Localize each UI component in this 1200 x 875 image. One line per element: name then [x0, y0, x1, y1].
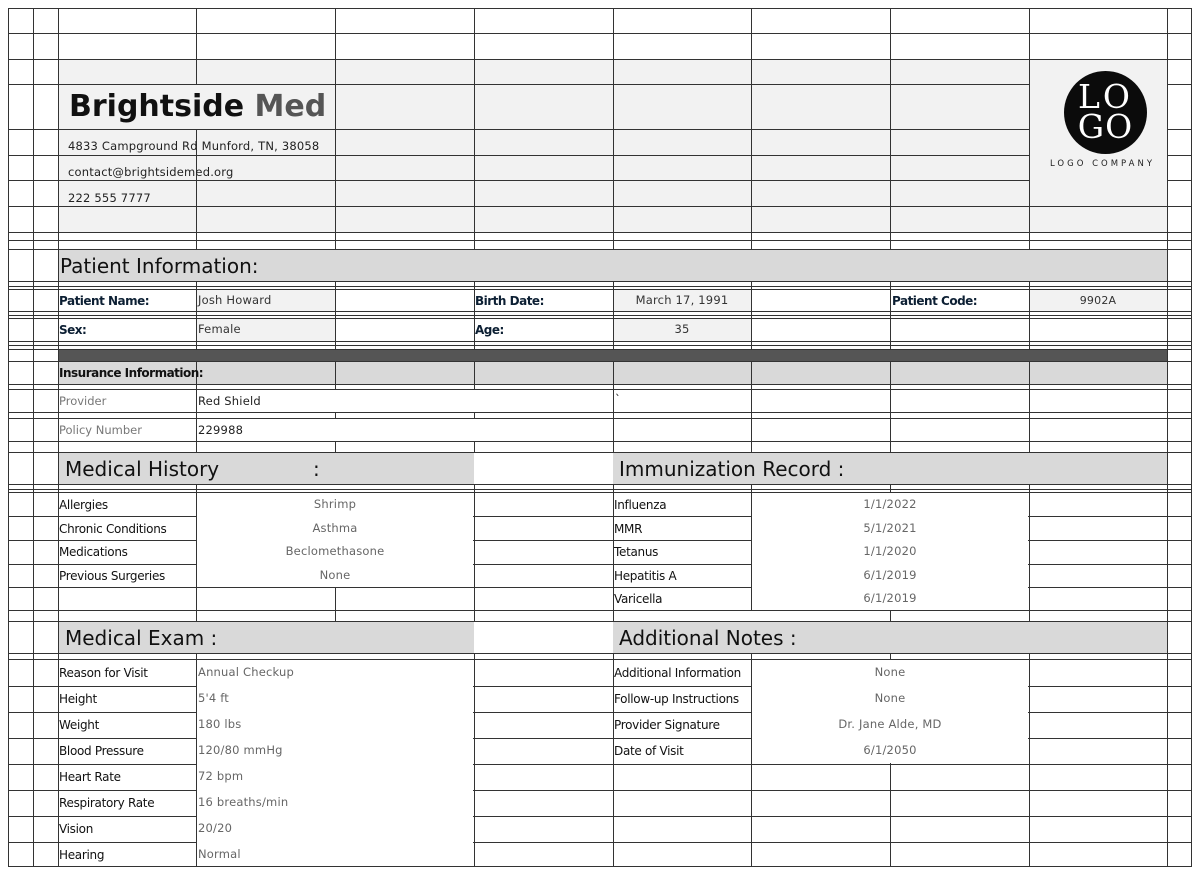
grid-hline	[8, 286, 1192, 287]
grid-vline	[335, 587, 336, 622]
grid-hline	[8, 384, 1192, 385]
row-value: 5/1/2021	[863, 520, 917, 535]
grid-hline	[8, 232, 1192, 233]
grid-vline	[751, 281, 752, 453]
grid-hline	[8, 341, 1192, 342]
grid-hline	[8, 842, 1192, 843]
brand-accent: Med	[254, 89, 327, 124]
row-label: Medications	[59, 545, 128, 559]
clinic-phone: 222 555 7777	[68, 191, 151, 205]
row-label: Blood Pressure	[59, 744, 144, 758]
birth-date-value: March 17, 1991	[635, 293, 729, 307]
grid-hline	[8, 790, 1192, 791]
grid-hline	[8, 441, 1192, 442]
patient-code-label: Patient Code:	[892, 294, 978, 308]
clinic-email: contact@brightsidemed.org	[68, 165, 234, 179]
patient-name-label: Patient Name:	[59, 294, 150, 308]
provider-label: Provider	[59, 394, 107, 408]
brand-main: Brightside	[69, 89, 245, 124]
grid-hline	[8, 281, 1192, 282]
policy-number-label: Policy Number	[59, 423, 142, 437]
row-value: 20/20	[198, 821, 233, 835]
grid-vline	[751, 8, 752, 250]
policy-number-value: 229988	[198, 423, 244, 437]
row-label: Weight	[59, 718, 100, 732]
row-value: Asthma	[312, 520, 358, 535]
grid-vline	[1029, 281, 1030, 453]
grid-hline	[8, 345, 1192, 346]
patient-code-value: 9902A	[1079, 294, 1117, 307]
logo-line-1: LO	[1078, 77, 1133, 116]
grid-vline	[474, 8, 475, 250]
row-label: Heart Rate	[59, 770, 121, 784]
row-label: Respiratory Rate	[59, 796, 155, 810]
grid-hline	[8, 180, 1192, 181]
row-value: 1/1/2020	[863, 544, 917, 558]
grid-vline	[1029, 484, 1030, 622]
row-label: Vision	[59, 822, 94, 836]
row-label: MMR	[614, 521, 643, 536]
row-label: Influenza	[614, 498, 667, 512]
grid-hline	[8, 484, 1192, 485]
row-value: 6/1/2019	[863, 591, 917, 605]
row-value: 1/1/2022	[863, 497, 917, 511]
grid-hline	[8, 240, 1192, 241]
grid-vline	[613, 653, 614, 867]
merged-cell	[197, 419, 613, 441]
grid-vline	[335, 8, 336, 250]
row-label: Date of Visit	[614, 744, 684, 758]
grid-hline	[8, 816, 1192, 817]
row-value: 72 bpm	[198, 769, 244, 783]
row-value: Beclomethasone	[285, 544, 385, 558]
grid-hline	[8, 59, 1192, 60]
row-value: 120/80 mmHg	[198, 743, 283, 757]
row-label: Allergies	[59, 498, 108, 512]
brand-name	[69, 89, 327, 124]
row-label: Varicella	[614, 592, 663, 606]
medical-exam-title: Medical Exam :	[65, 626, 218, 650]
grid-hline	[8, 311, 1192, 312]
grid-hline	[8, 610, 1192, 611]
grid-vline	[613, 281, 614, 453]
grid-hline	[8, 289, 1192, 290]
grid-hline	[8, 412, 1192, 413]
grid-hline	[8, 361, 1192, 362]
grid-hline	[8, 489, 1192, 490]
grid-vline	[474, 484, 475, 622]
row-label: Reason for Visit	[59, 666, 148, 680]
additional-notes-title: Additional Notes :	[619, 626, 797, 650]
grid-hline	[8, 33, 1192, 34]
grid-vline	[1029, 653, 1030, 867]
grid-hline	[8, 653, 1192, 654]
age-label: Age:	[475, 323, 504, 337]
grid-hline	[8, 764, 1192, 765]
birth-date-label: Birth Date:	[475, 294, 544, 308]
sex-value: Female	[198, 322, 241, 336]
grid-hline	[8, 866, 1192, 867]
grid-hline	[8, 8, 1192, 9]
logo-line-2: GO	[1077, 107, 1134, 146]
age-value: 35	[674, 322, 690, 336]
grid-hline	[8, 129, 1192, 130]
grid-hline	[8, 318, 1192, 319]
patient-info-title: Patient Information:	[60, 254, 259, 278]
grid-hline	[8, 315, 1192, 316]
row-value: 6/1/2050	[863, 743, 917, 757]
logo-company-name: LOGO COMPANY	[1050, 159, 1156, 169]
row-value: None	[874, 665, 906, 679]
row-label: Tetanus	[614, 545, 659, 559]
grid-hline	[8, 155, 1192, 156]
row-value: 16 breaths/min	[198, 795, 289, 809]
row-label: Provider Signature	[614, 718, 720, 732]
medical-history-title: Medical History	[65, 457, 220, 481]
patient-name-value: Josh Howard	[198, 293, 272, 307]
row-value: 5'4 ft	[198, 691, 230, 705]
clinic-address: 4833 Campground Rd Munford, TN, 38058	[68, 139, 320, 153]
merged-cell	[197, 660, 473, 866]
row-value: Shrimp	[313, 497, 357, 511]
row-value: None	[319, 567, 351, 582]
row-label: Hepatitis A	[614, 568, 677, 583]
grid-vline	[613, 8, 614, 250]
stray-mark: `	[615, 392, 621, 406]
logo-mark	[1064, 71, 1147, 154]
row-label: Height	[59, 692, 97, 706]
row-value: None	[874, 691, 906, 705]
row-value: 180 lbs	[198, 717, 242, 731]
row-label: Previous Surgeries	[59, 568, 165, 583]
merged-cell	[59, 350, 1167, 361]
grid-vline	[196, 8, 197, 250]
grid-hline	[8, 206, 1192, 207]
row-value: Dr. Jane Alde, MD	[838, 717, 942, 731]
grid-vline	[474, 653, 475, 867]
row-label: Chronic Conditions	[59, 521, 167, 536]
row-value: 6/1/2019	[863, 567, 917, 582]
immunization-title: Immunization Record :	[619, 457, 845, 481]
provider-value: Red Shield	[198, 394, 261, 408]
insurance-title: Insurance Information:	[59, 366, 204, 380]
grid-vline	[890, 281, 891, 453]
sex-label: Sex:	[59, 323, 87, 337]
row-label: Follow-up Instructions	[614, 692, 739, 706]
row-label: Hearing	[59, 848, 105, 862]
row-value: Normal	[198, 847, 241, 861]
medical-history-colon: :	[313, 457, 320, 481]
row-label: Additional Information	[614, 666, 741, 680]
grid-vline	[890, 8, 891, 250]
row-value: Annual Checkup	[198, 665, 295, 679]
